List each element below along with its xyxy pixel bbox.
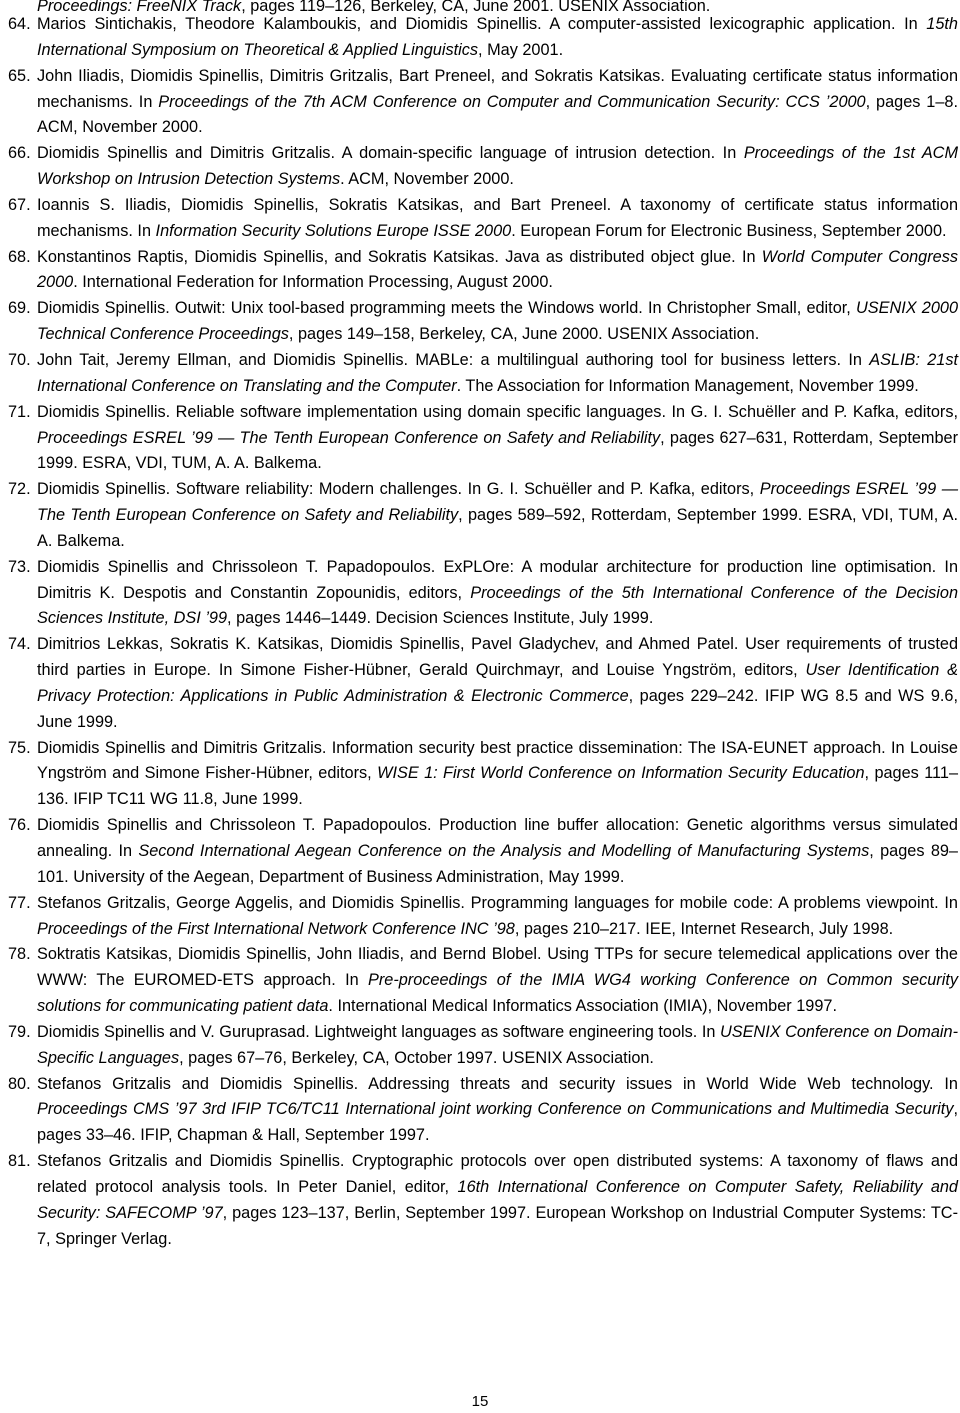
reference-body <box>37 141 958 193</box>
reference-number: 72. <box>8 480 31 499</box>
reference-item <box>8 1072 958 1150</box>
reference-number: 74. <box>8 635 31 654</box>
reference-text: , pages 119–126, Berkeley, CA, June 2001. USENIX Association. <box>241 0 711 15</box>
reference-number: 71. <box>8 402 31 421</box>
reference-text: , pages 123–137, Berlin, September 1997. European Workshop on Industrial Computer Systems: TC-7, Springer Verlag. <box>37 1203 958 1248</box>
reference-body <box>37 813 958 891</box>
reference-text: . European Forum for Electronic Business, September 2000. <box>511 221 947 240</box>
reference-text: Soktratis Katsikas, Diomidis Spinellis, John Iliadis, and Bernd Blobel. Using TTPs for secure telemedical applications over the WWW: The EUROMED-ETS approach. In <box>37 945 958 990</box>
reference-number: 67. <box>8 195 31 214</box>
reference-text: , pages 89–101. University of the Aegean, Department of Business Administration, May 1999. <box>37 842 958 886</box>
reference-number: 69. <box>8 299 31 318</box>
reference-number: 70. <box>8 350 31 369</box>
reference-text: , May 2001. <box>478 40 564 59</box>
reference-venue: Proceedings: FreeNIX Track <box>37 0 242 15</box>
reference-text: Diomidis Spinellis and Dimitris Gritzalis. Information security best practice dissemination: The ISA-EUNET approach. In Louise Yngström and Simone Fisher-Hübner, editors, <box>37 738 958 783</box>
reference-number: 80. <box>8 1074 31 1093</box>
reference-text: , pages 33–46. IFIP, Chapman & Hall, September 1997. <box>37 1100 958 1145</box>
reference-number: 64. <box>8 15 31 33</box>
reference-item <box>8 891 958 943</box>
reference-item <box>8 348 958 400</box>
reference-venue: Proceedings CMS ’97 3rd IFIP TC6/TC11 International joint working Conference on Communications and Multimedia Security <box>37 1100 954 1119</box>
reference-item <box>8 141 958 193</box>
reference-text: . International Medical Informatics Association (IMIA), November 1997. <box>328 997 837 1016</box>
reference-text: , pages 229–242. IFIP WG 8.5 and WS 9.6, June 1999. <box>37 686 958 731</box>
reference-body <box>37 1072 958 1150</box>
reference-text: , pages 627–631, Rotterdam, September 1999. ESRA, VDI, TUM, A. A. Balkema. <box>37 428 958 473</box>
reference-number: 65. <box>8 66 31 85</box>
reference-text: , pages 589–592, Rotterdam, September 1999. ESRA, VDI, TUM, A. A. Balkema. <box>37 506 958 550</box>
reference-body <box>37 1020 958 1072</box>
reference-venue: Second International Aegean Conference on the Analysis and Modelling of Manufacturing Systems <box>138 842 870 860</box>
reference-venue: Information Security Solutions Europe ISSE 2000 <box>155 221 512 240</box>
reference-item <box>8 1020 958 1072</box>
reference-text: , pages 149–158, Berkeley, CA, June 2000. USENIX Association. <box>288 325 760 344</box>
reference-item <box>8 193 958 245</box>
reference-venue: USENIX 2000 Technical Conference Proceedings <box>37 299 958 344</box>
reference-text: Diomidis Spinellis and Chrissoleon T. Papadopoulos. Production line buffer allocation: Genetic algorithms versus simulated annealing. In <box>37 816 958 860</box>
reference-number: 81. <box>8 1152 31 1171</box>
reference-text: , pages 111–136. IFIP TC11 WG 11.8, June 1999. <box>37 764 959 809</box>
reference-body <box>37 296 958 348</box>
reference-venue: ASLIB: 21st International Conference on Translating and the Computer <box>37 350 958 395</box>
reference-text: . The Association for Information Management, November 1999. <box>456 376 919 395</box>
reference-text: Konstantinos Raptis, Diomidis Spinellis, and Sokratis Katsikas. Java as distributed object glue. In <box>37 247 762 266</box>
reference-venue: Proceedings ESREL ’99 — The Tenth European Conference on Safety and Reliability <box>37 428 661 447</box>
reference-venue: Proceedings of the 7th ACM Conference on Computer and Communication Security: CCS ’2000 <box>158 92 866 111</box>
reference-item <box>8 942 958 1020</box>
reference-venue: 16th International Conference on Computer Safety, Reliability and Security: SAFECOMP ’97 <box>37 1177 958 1222</box>
reference-venue: 15th International Symposium on Theoretical & Applied Linguistics <box>37 15 958 59</box>
reference-text: Diomidis Spinellis and Chrissoleon T. Papadopoulos. ExPLOre: A modular architecture for production line optimisation. In Dimitris K. Despotis and Constantin Zopounidis, editors, <box>37 557 958 602</box>
reference-venue: User Identification & Privacy Protection: Applications in Public Administration & Electronic Commerce <box>37 661 959 705</box>
reference-venue: Proceedings of the First International Network Conference INC ’98 <box>37 919 515 938</box>
reference-text: , pages 67–76, Berkeley, CA, October 1997. USENIX Association. <box>179 1048 654 1067</box>
reference-venue: WISE 1: First World Conference on Information Security Education <box>377 764 865 783</box>
reference-text: , pages 1446–1449. Decision Sciences Institute, July 1999. <box>227 609 654 628</box>
reference-body <box>37 400 958 478</box>
reference-body <box>37 632 958 735</box>
reference-item <box>8 555 958 633</box>
reference-venue: Pre-proceedings of the IMIA WG4 working Conference on Common security solutions for communicating patient data <box>37 971 958 1016</box>
reference-body <box>37 245 958 297</box>
reference-text: . ACM, November 2000. <box>340 170 514 189</box>
continued-reference-line <box>8 0 958 15</box>
reference-number: 73. <box>8 557 31 576</box>
reference-text: Stefanos Gritzalis and Diomidis Spinellis. Cryptographic protocols over open distributed systems: A taxonomy of flaws and related protocol analysis tools. In Peter Daniel, editor, <box>37 1152 958 1196</box>
reference-venue: Proceedings of the 5th International Conference of the Decision Sciences Institute, DSI ’99 <box>37 583 958 628</box>
reference-text: Stefanos Gritzalis, George Aggelis, and Diomidis Spinellis. Programming languages for mobile code: A problems viewpoint. In <box>37 893 958 912</box>
reference-item <box>8 296 958 348</box>
reference-item <box>8 245 958 297</box>
reference-text: Ioannis S. Iliadis, Diomidis Spinellis, Sokratis Katsikas, and Bart Preneel. A taxonomy of certificate status information mechanisms. In <box>37 195 958 240</box>
reference-body <box>37 12 958 64</box>
reference-number: 68. <box>8 247 31 266</box>
reference-number: 76. <box>8 816 31 835</box>
reference-item <box>8 813 958 891</box>
reference-item <box>8 1149 958 1252</box>
reference-venue: USENIX Conference on Domain-Specific Languages <box>37 1022 959 1067</box>
reference-number: 66. <box>8 144 31 163</box>
reference-text: John Tait, Jeremy Ellman, and Diomidis Spinellis. MABLe: a multilingual authoring tool for business letters. In <box>37 350 870 369</box>
page-number: 15 <box>471 1393 489 1410</box>
reference-body <box>37 477 958 555</box>
reference-text: , pages 1–8. ACM, November 2000. <box>37 92 958 137</box>
reference-body <box>37 942 958 1020</box>
reference-body <box>37 1149 958 1252</box>
reference-list <box>8 12 958 1253</box>
reference-text: Dimitrios Lekkas, Sokratis K. Katsikas, Diomidis Spinellis, Pavel Gladychev, and Ahmed Patel. User requirements of trusted third parties in Europe. In Simone Fisher-Hübner, Gerald Quirchmayr, and Louise Yngström, editors, <box>37 635 958 680</box>
reference-number: 79. <box>8 1022 31 1041</box>
reference-text: Marios Sintichakis, Theodore Kalamboukis, and Diomidis Spinellis. A computer-assisted lexicographic application. In <box>37 15 927 33</box>
reference-text: Diomidis Spinellis. Software reliability: Modern challenges. In G. I. Schuëller and P. Kafka, editors, <box>37 480 760 499</box>
reference-body <box>37 891 958 943</box>
reference-number: 75. <box>8 738 31 757</box>
reference-body <box>37 348 958 400</box>
reference-item <box>8 12 958 64</box>
reference-text: Stefanos Gritzalis and Diomidis Spinellis. Addressing threats and security issues in World Wide Web technology. In <box>37 1074 958 1093</box>
reference-item <box>8 736 958 814</box>
reference-body <box>37 193 958 245</box>
reference-item <box>8 632 958 735</box>
reference-number: 78. <box>8 945 31 964</box>
reference-list-page <box>8 0 958 1253</box>
reference-venue: Proceedings of the 1st ACM Workshop on Intrusion Detection Systems <box>37 144 959 189</box>
reference-text: , pages 210–217. IEE, Internet Research, July 1998. <box>514 919 894 938</box>
reference-body <box>37 736 958 814</box>
reference-text: Diomidis Spinellis. Reliable software implementation using domain specific languages. In G. I. Schuëller and P. Kafka, editors, <box>37 402 958 421</box>
reference-venue: Proceedings ESREL ’99 — The Tenth European Conference on Safety and Reliability <box>37 480 958 525</box>
reference-item <box>8 477 958 555</box>
reference-text: Diomidis Spinellis and Dimitris Gritzalis. A domain-specific language of intrusion detection. In <box>37 144 744 163</box>
reference-text: John Iliadis, Diomidis Spinellis, Dimitris Gritzalis, Bart Preneel, and Sokratis Katsikas. Evaluating certificate status information mechanisms. In <box>37 66 958 111</box>
reference-text: . International Federation for Information Processing, August 2000. <box>73 273 553 292</box>
reference-text: Diomidis Spinellis. Outwit: Unix tool-based programming meets the Windows world. In Christopher Small, editor, <box>37 299 856 318</box>
reference-venue: World Computer Congress 2000 <box>37 247 958 292</box>
reference-body <box>37 555 958 633</box>
reference-body <box>37 64 958 142</box>
reference-text: Diomidis Spinellis and V. Guruprasad. Lightweight languages as software engineering tools. In <box>37 1022 720 1041</box>
reference-item <box>8 400 958 478</box>
reference-item <box>8 64 958 142</box>
reference-number: 77. <box>8 893 31 912</box>
